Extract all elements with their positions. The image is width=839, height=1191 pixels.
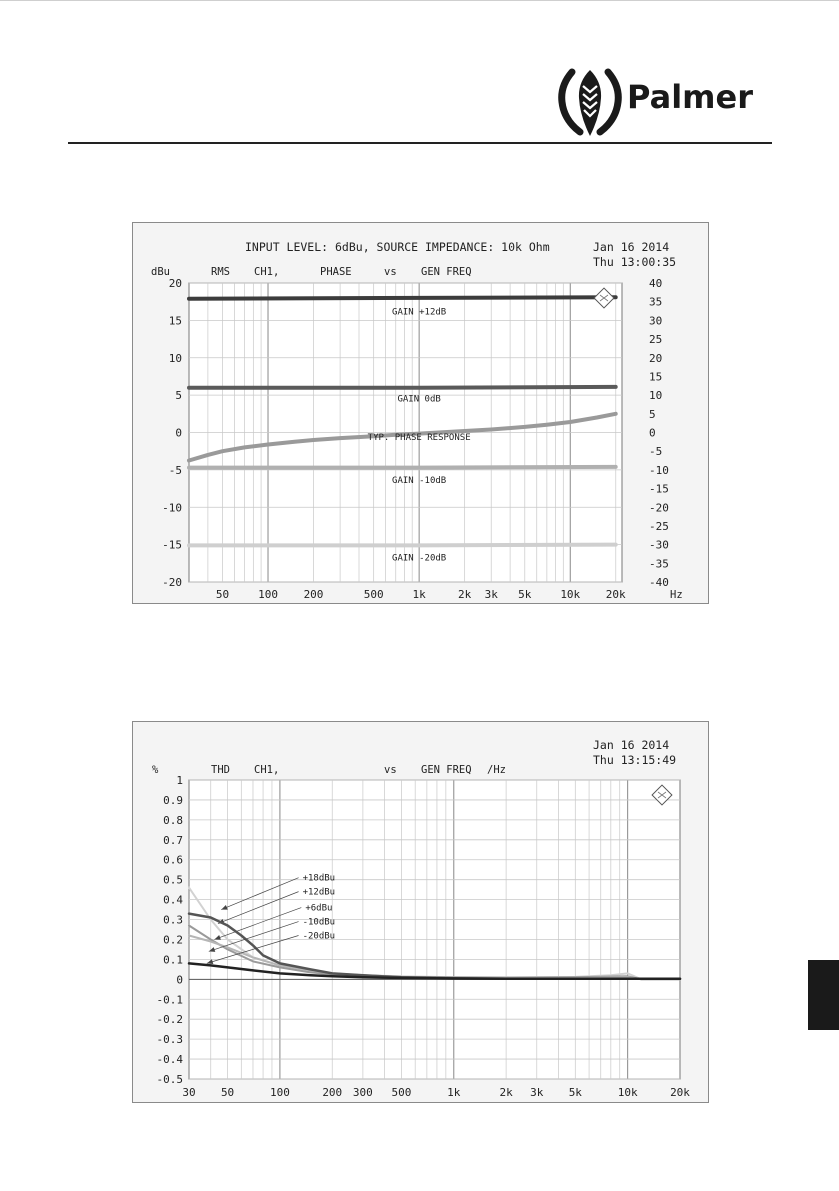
header-divider [68, 142, 772, 144]
chart2-x-tick-label: 10k [617, 1086, 638, 1099]
chart1-y2-tick-label: -10 [649, 463, 669, 477]
chart2-x-tick-label: 30 [182, 1086, 196, 1099]
chart2-x-tick-label: 50 [220, 1086, 235, 1099]
chart1-x-tick-label: 10k [560, 588, 581, 601]
chart1-series-label: GAIN 0dB [397, 394, 441, 405]
chart2-series-label: +6dBu [305, 903, 333, 914]
chart1-y2-tick-label: -20 [649, 501, 669, 515]
chart1-x-tick-label: 2k [458, 588, 472, 601]
chart1-x-tick-label: 3k [484, 588, 498, 601]
chart1-series-line [189, 545, 616, 546]
chart2-y-tick-label: -0.2 [156, 1013, 183, 1027]
chart2-x-tick-label: 100 [269, 1086, 290, 1099]
chart2-header-xquantity: GEN FREQ [421, 764, 472, 776]
chart2-x-tick-label: 500 [391, 1086, 412, 1099]
chart1-y2-tick-label: -30 [649, 538, 669, 552]
chart2-x-tick-label: 3k [530, 1086, 544, 1099]
chart2-series-label: +12dBu [302, 887, 336, 898]
chart1-y2-tick-label: -35 [649, 557, 669, 571]
page-top-rule [0, 0, 839, 1]
chart2-x-tick-label: 1k [447, 1086, 461, 1099]
chart2-y-tick-label: 0.9 [163, 793, 183, 807]
chart2-y-tick-label: 0.1 [163, 953, 183, 967]
chart2-y-tick-label: 0.3 [163, 913, 183, 927]
chart1-x-tick-label: 1k [412, 588, 426, 601]
chart1-header-vs: vs [384, 266, 397, 278]
chart2-y-tick-label: 0 [176, 973, 183, 987]
chart2-y-tick-label: 0.8 [163, 813, 183, 827]
chart2-header-xunit: /Hz [487, 764, 506, 776]
chart1-x-tick-label: 500 [363, 588, 384, 601]
chart1-y2-tick-label: -25 [649, 519, 669, 533]
chart1-x-tick-label: 5k [518, 588, 532, 601]
chart2-header-vs: vs [384, 764, 397, 776]
chart1-series-line [189, 387, 616, 388]
chart1-header-mode: RMS [211, 266, 230, 278]
chart1-date: Jan 16 2014 [593, 240, 670, 254]
chart2-x-tick-label: 5k [568, 1086, 582, 1099]
chart2-y-tick-label: -0.3 [156, 1033, 183, 1047]
chart2-plot-area [189, 780, 680, 1079]
chart1-y-tick-label: -10 [162, 501, 182, 515]
chart1-series-label: GAIN +12dB [392, 307, 447, 318]
chart1-series-label: GAIN -20dB [392, 553, 447, 564]
chart1-series-label: TYP. PHASE RESPONSE [367, 433, 471, 444]
chart1-x-tick-label: 20k [605, 588, 626, 601]
chart1-y2-tick-label: 30 [649, 314, 663, 328]
chart1-y2-tick-label: 20 [649, 351, 663, 365]
chart2-series-label: -20dBu [302, 931, 336, 942]
chart2-x-tick-label: 20k [670, 1086, 690, 1099]
chart1-ylabel: dBu [151, 266, 170, 278]
chart2-grid [189, 780, 680, 1079]
chart1-y2-tick-label: 0 [649, 426, 656, 440]
chart2-x-tick-label: 300 [352, 1086, 373, 1099]
chart1-y2-tick-label: 35 [649, 295, 663, 309]
chart1-y2-tick-label: 15 [649, 370, 663, 384]
chart2-x-tick-label: 2k [499, 1086, 513, 1099]
chart2-y-tick-label: 0.2 [163, 933, 183, 947]
chart1-y-tick-label: -15 [162, 538, 182, 552]
chart1-header-xquantity: GEN FREQ [421, 266, 472, 278]
chart2-header-channel: CH1, [254, 764, 280, 776]
chart1-y-tick-label: -20 [162, 576, 182, 589]
chart1-y2-tick-label: 10 [649, 389, 663, 403]
chart1-header-quantity: PHASE [320, 266, 352, 278]
chart1-y2-tick-label: -15 [649, 482, 669, 496]
chart2-series-label: -10dBu [302, 917, 336, 928]
chart1-title: INPUT LEVEL: 6dBu, SOURCE IMPEDANCE: 10k Ohm [245, 240, 550, 254]
chart1-y2-tick-label: 5 [649, 407, 656, 421]
chart1-y2-tick-label: -5 [649, 445, 663, 459]
chart1-y-tick-label: 20 [168, 277, 182, 290]
brand-name: Palmer [627, 78, 753, 116]
chart1-series-label: GAIN -10dB [392, 475, 447, 486]
chart2-series-label: +18dBu [302, 873, 336, 884]
thd-chart [133, 722, 708, 1102]
chart1-time: Thu 13:00:35 [593, 255, 677, 269]
chart2-x-tick-label: 200 [322, 1086, 343, 1099]
chart1-y2-tick-label: 40 [649, 277, 663, 290]
chart2-y-tick-label: -0.1 [156, 993, 183, 1007]
chart1-y-tick-label: 0 [175, 426, 182, 440]
chart2-y-tick-label: 0.6 [163, 853, 183, 867]
chart2-y-tick-label: 1 [176, 774, 183, 787]
chart1-header-channel: CH1, [254, 266, 280, 278]
chart2-y-tick-label: 0.5 [163, 873, 183, 887]
chart2-header-mode: THD [211, 764, 230, 776]
chart1-y-tick-label: 10 [168, 351, 182, 365]
chart2-y-tick-label: 0.4 [163, 893, 183, 907]
section-thumb-tab [808, 960, 839, 1030]
chart2-ylabel: % [152, 764, 159, 776]
chart2-text [152, 738, 676, 776]
chart1-y-tick-label: 5 [175, 389, 182, 403]
chart2-y-tick-label: -0.4 [156, 1053, 183, 1067]
chart1-series-line [189, 467, 616, 468]
chart1-xunit: Hz [670, 589, 683, 601]
chart1-x-tick-label: 50 [215, 588, 230, 601]
chart2-date: Jan 16 2014 [593, 738, 670, 752]
palmer-beetle-logo [562, 70, 619, 136]
chart1-y2-tick-label: 25 [649, 333, 663, 347]
chart1-x-tick-label: 200 [303, 588, 324, 601]
chart2-time: Thu 13:15:49 [593, 753, 677, 767]
thd-chart-panel [132, 721, 709, 1103]
chart1-y-tick-label: 15 [168, 314, 182, 328]
chart1-y-tick-label: -5 [168, 463, 182, 477]
phase-response-chart [133, 223, 708, 603]
chart1-y2-tick-label: -40 [649, 576, 669, 589]
chart1-series-line [189, 297, 616, 299]
chart1-x-tick-label: 100 [258, 588, 278, 601]
chart2-y-tick-label: 0.7 [163, 833, 183, 847]
chart2-y-tick-label: -0.5 [156, 1073, 183, 1086]
phase-response-chart-panel [132, 222, 709, 604]
